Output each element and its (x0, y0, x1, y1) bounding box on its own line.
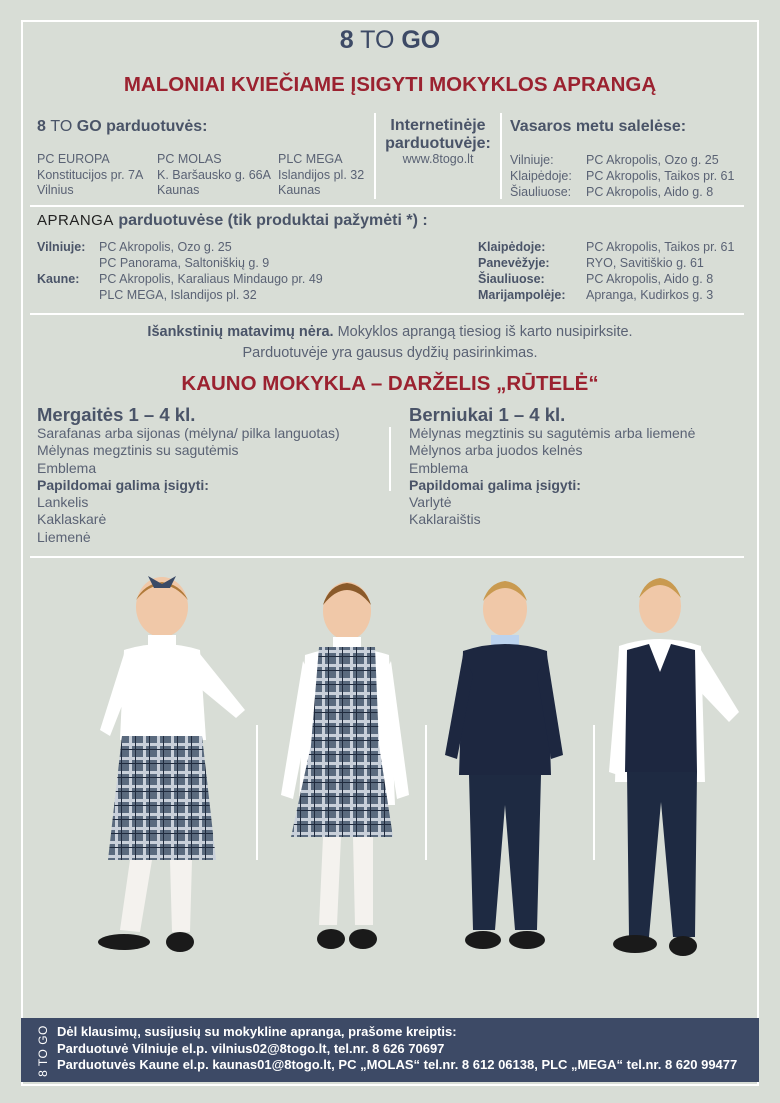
footer-contact-kaunas[interactable]: Parduotuvės Kaune el.p. kaunas01@8togo.lt, PC „MOLAS“ tel.nr. 8 612 06138, PLC „MEGA“ tel.nr. 8 620 99477 (57, 1057, 738, 1072)
column-divider (389, 427, 391, 491)
brand-logo: 8 TO GO (339, 26, 441, 54)
apranga-place: PLC MEGA, Islandijos pl. 32 (99, 288, 257, 302)
boys-title: Berniukai 1 – 4 kl. (409, 404, 566, 425)
list-subtitle: Papildomai galima įsigyti: (37, 476, 209, 493)
summer-row: Klaipėdoje: (510, 169, 572, 183)
summer-row: Vilniuje: (510, 153, 554, 167)
stores-8togo-title: 8 TO GO parduotuvės: (37, 118, 208, 135)
list-item: Mėlynas megztinis su sagutėmis (37, 442, 239, 459)
boys-list (409, 425, 695, 529)
summer-row-place: PC Akropolis, Taikos pr. 61 (586, 169, 735, 183)
apranga-place: PC Akropolis, Ozo g. 25 (99, 240, 232, 254)
apranga-place: PC Akropolis, Aido g. 8 (586, 272, 714, 286)
online-title: Internetinėje parduotuvėje: (385, 117, 491, 152)
school-title: KAUNO MOKYKLA – DARŽELIS „RŪTELĖ“ (181, 372, 599, 395)
store-card: PC MOLAS K. Baršausko g. 66A Kaunas (157, 152, 271, 197)
page-headline: MALONIAI KVIEČIAME ĮSIGYTI MOKYKLOS APRANGĄ (123, 73, 657, 96)
list-item: Mėlynas megztinis su sagutėmis arba liemenė (409, 425, 696, 441)
list-item: Sarafanas arba sijonas (mėlyna/ pilka languotas) (37, 425, 340, 441)
apranga-place: PC Akropolis, Taikos pr. 61 (586, 240, 735, 254)
boy-cardigan-photo (445, 575, 565, 965)
notice-text: Išankstinių matavimų nėra. Mokyklos aprangą tiesiog iš karto nusipirksite. Parduotuvėje yra gausus dydžių pasirinkimas. (147, 324, 633, 361)
summer-title: Vasaros metu salelėse: (510, 118, 687, 135)
list-item: Varlytė (409, 494, 452, 511)
footer-brand-vertical: 8 TO GO (35, 1025, 50, 1077)
summer-row: Šiauliuose: (510, 185, 572, 199)
list-item: Lankelis (37, 494, 89, 511)
contact-footer (21, 1018, 759, 1082)
list-item: Emblema (409, 459, 469, 476)
list-item: Kaklaskarė (37, 511, 107, 528)
apranga-place: RYO, Savitiškio g. 61 (586, 256, 704, 270)
apranga-title: APRANGA parduotuvėse (tik produktai pažymėti *) : (37, 212, 428, 229)
store-card: PLC MEGA Islandijos pl. 32 Kaunas (278, 152, 365, 197)
photo-divider (425, 725, 427, 860)
column-divider (500, 113, 502, 199)
photo-divider (593, 725, 595, 860)
divider (30, 556, 744, 558)
divider (30, 205, 744, 207)
boy-vest-photo (605, 572, 745, 972)
summer-row-place: PC Akropolis, Ozo g. 25 (586, 153, 719, 167)
online-url[interactable]: www.8togo.lt (402, 152, 474, 166)
girls-list (37, 425, 340, 546)
girl-skirt-photo (40, 570, 250, 970)
list-item: Emblema (37, 459, 97, 476)
summer-row-place: PC Akropolis, Aido g. 8 (586, 185, 714, 199)
list-item: Mėlynos arba juodos kelnės (409, 442, 583, 459)
list-subtitle: Papildomai galima įsigyti: (409, 476, 581, 493)
girl-sarafan-photo (275, 575, 415, 965)
store-card: PC EUROPA Konstitucijos pr. 7A Vilnius (37, 152, 144, 197)
footer-line: Dėl klausimų, susijusių su mokykline apranga, prašome kreiptis: (57, 1024, 457, 1039)
footer-contact-vilnius[interactable]: Parduotuvė Vilniuje el.p. vilnius02@8togo.lt, tel.nr. 8 626 70697 (57, 1040, 445, 1056)
divider (30, 313, 744, 315)
apranga-place: Apranga, Kudirkos g. 3 (586, 288, 714, 302)
apranga-place: PC Akropolis, Karaliaus Mindaugo pr. 49 (99, 272, 323, 286)
apranga-place: PC Panorama, Saltoniškių g. 9 (99, 256, 270, 270)
photo-divider (256, 725, 258, 860)
apranga-logo: APRANGA (37, 212, 114, 229)
girls-title: Mergaitės 1 – 4 kl. (37, 404, 196, 425)
list-item: Liemenė (37, 528, 91, 545)
list-item: Kaklaraištis (409, 511, 481, 528)
